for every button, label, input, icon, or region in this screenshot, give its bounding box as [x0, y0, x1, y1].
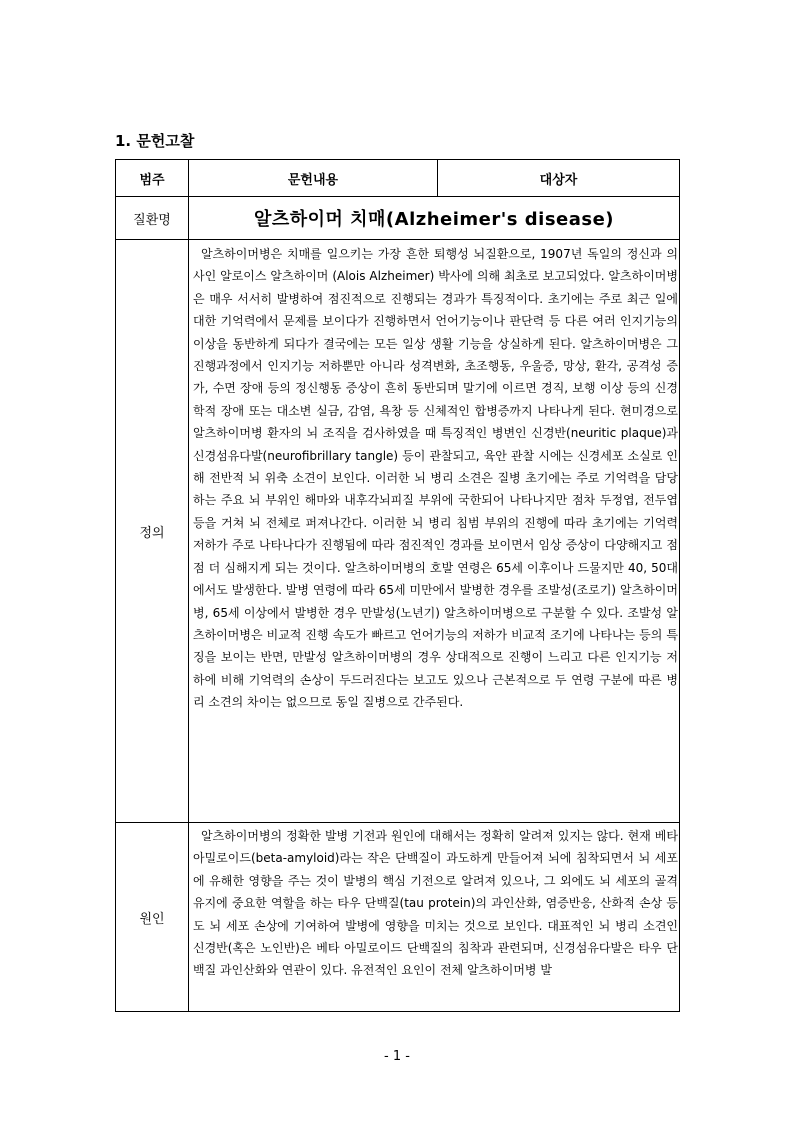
header-target: 대상자	[438, 160, 680, 197]
row-label-definition: 정의	[116, 240, 189, 823]
table-row-disease	[116, 197, 680, 240]
section-title: 1. 문헌고찰	[115, 132, 195, 150]
header-category: 범주	[116, 160, 189, 197]
header-content: 문헌내용	[189, 160, 438, 197]
definition-text: 알츠하이머병은 치매를 일으키는 가장 흔한 퇴행성 뇌질환으로, 1907년 독일의 정신과 의사인 알로이스 알츠하이머 (Alois Alzheimer) 박사에 의해 최초로 보고되었다. 알츠하이머병은 매우 서서히 발병하여 점진적으로 진행되는 경과가 특징적이다. 초기에는 주로 최근 일에 대한 기억력에서 문제를 보이다가 진행하면서 언어기능이나 판단력 등 다른 여러 인지기능의 이상을 동반하게 되다가 결국에는 모든 일상 생활 기능을 상실하게 된다. 알츠하이머병은 그 진행과정에서 인지기능 저하뿐만 아니라 성격변화, 초조행동, 우울증, 망상, 환각, 공격성 증가, 수면 장애 등의 정신행동 증상이 흔히 동반되며 말기에 이르면 경직, 보행 이상 등의 신경학적 장애 또는 대소변 실금, 감염, 욕창 등 신체적인 합병증까지 나타나게 된다. 현미경으로 알츠하이머병 환자의 뇌 조직을 검사하였을 때 특징적인 병변인 신경반(neuritic plaque)과 신경섬유다발(neurofibrillary tangle) 등이 관찰되고, 육안 관찰 시에는 신경세포 소실로 인해 전반적 뇌 위축 소견이 보인다. 이러한 뇌 병리 소견은 질병 초기에는 주로 기억력을 담당하는 주요 뇌 부위인 해마와 내후각뇌피질 부위에 국한되어 나타나지만 점차 두정엽, 전두엽 등을 거쳐 뇌 전체로 퍼져나간다. 이러한 뇌 병리 침범 부위의 진행에 따라 초기에는 기억력 저하가 주로 나타나다가 진행됨에 따라 점진적인 경과를 보이면서 임상 증상이 다양해지고 점점 더 심해지게 되는 것이다. 알츠하이머병의 호발 연령은 65세 이후이나 드물지만 40, 50대에서도 발생한다. 발병 연령에 따라 65세 미만에서 발병한 경우를 조발성(조로기) 알츠하이머병, 65세 이상에서 발병한 경우 만발성(노년기) 알츠하이머병으로 구분할 수 있다. 조발성 알츠하이머병은 비교적 진행 속도가 빠르고 언어기능의 저하가 비교적 조기에 나타나는 등의 특징을 보이는 반면, 만발성 알츠하이머병의 경우 상대적으로 진행이 느리고 다른 인지기능 저하에 비해 기억력의 손상이 두드러진다는 보고도 있으나 근본적으로 두 연령 구분에 따른 병리 소견의 차이는 없으므로 동일 질병으로 간주된다.	[189, 240, 680, 823]
row-label-disease: 질환명	[116, 197, 189, 240]
table-header-row	[116, 160, 680, 197]
table-row-definition	[116, 240, 680, 823]
literature-table	[115, 159, 680, 1012]
row-label-cause: 원인	[116, 823, 189, 1012]
disease-name: 알츠하이머 치매(Alzheimer's disease)	[189, 197, 680, 240]
cause-text: 알츠하이머병의 정확한 발병 기전과 원인에 대해서는 정확히 알려져 있지는 않다. 현재 베타 아밀로이드(beta-amyloid)라는 작은 단백질이 과도하게 만들어져 뇌에 침착되면서 뇌 세포에 유해한 영향을 주는 것이 발병의 핵심 기전으로 알려져 있으나, 그 외에도 뇌 세포의 골격 유지에 중요한 역할을 하는 타우 단백질(tau protein)의 과인산화, 염증반응, 산화적 손상 등도 뇌 세포 손상에 기여하여 발병에 영향을 미치는 것으로 보인다. 대표적인 뇌 병리 소견인 신경반(혹은 노인반)은 베타 아밀로이드 단백질의 침착과 관련되며, 신경섬유다발은 타우 단백질 과인산화와 연관이 있다. 유전적인 요인이 전체 알츠하이머병 발	[189, 823, 680, 1012]
page-number: - 1 -	[384, 1049, 410, 1064]
table-row-cause	[116, 823, 680, 1012]
